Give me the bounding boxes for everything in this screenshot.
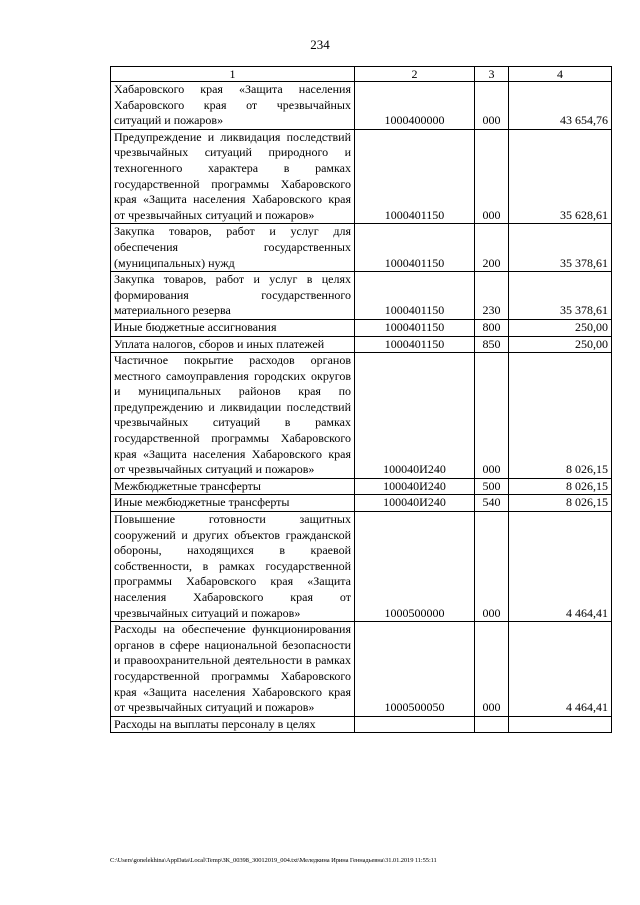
table-row bbox=[111, 224, 612, 272]
row-code bbox=[355, 716, 475, 733]
row-amount: 250,00 bbox=[509, 336, 612, 353]
row-type: 230 bbox=[475, 272, 509, 320]
row-code: 1000500050 bbox=[355, 622, 475, 717]
row-type: 000 bbox=[475, 129, 509, 224]
header-row bbox=[111, 67, 612, 82]
row-code: 100040И240 bbox=[355, 495, 475, 512]
row-amount: 35 628,61 bbox=[509, 129, 612, 224]
row-amount: 35 378,61 bbox=[509, 272, 612, 320]
row-type: 000 bbox=[475, 353, 509, 479]
table-row bbox=[111, 319, 612, 336]
row-name: Закупка товаров, работ и услуг в целях формирования государственного материального резерва bbox=[111, 272, 355, 320]
row-code: 1000401150 bbox=[355, 336, 475, 353]
table-row bbox=[111, 129, 612, 224]
row-type: 200 bbox=[475, 224, 509, 272]
row-type: 850 bbox=[475, 336, 509, 353]
row-type: 500 bbox=[475, 478, 509, 495]
row-amount: 8 026,15 bbox=[509, 353, 612, 479]
row-name: Предупреждение и ликвидация последствий чрезвычайных ситуаций природного и техногенного характера в рамках государственной программы Хабаровского края «Защита населения Хабаровского края от чрезвычайных ситуаций и пожаров» bbox=[111, 129, 355, 224]
column-header-1: 1 bbox=[111, 67, 355, 82]
row-amount: 8 026,15 bbox=[509, 478, 612, 495]
row-type: 540 bbox=[475, 495, 509, 512]
row-amount: 43 654,76 bbox=[509, 82, 612, 130]
row-name: Повышение готовности защитных сооружений и других объектов гражданской обороны, находящихся в краевой собственности, в рамках государственной программы Хабаровского края «Защита населения Хабаровского края от чрезвычайных ситуаций и пожаров» bbox=[111, 512, 355, 622]
column-header-4: 4 bbox=[509, 67, 612, 82]
row-type: 000 bbox=[475, 622, 509, 717]
table-header bbox=[111, 67, 612, 82]
table-row bbox=[111, 512, 612, 622]
row-amount bbox=[509, 716, 612, 733]
row-amount: 250,00 bbox=[509, 319, 612, 336]
file-path-footer: C:\Users\gonelekhina\AppData\Local\Temp\ЗК_00398_30012019_004.txt\Меледкина Ирина Геннадьевна\31.01.2019 11:55:11 bbox=[110, 857, 437, 864]
table-row bbox=[111, 82, 612, 130]
column-header-2: 2 bbox=[355, 67, 475, 82]
row-type bbox=[475, 716, 509, 733]
table-row bbox=[111, 336, 612, 353]
budget-table bbox=[110, 66, 612, 733]
row-type: 000 bbox=[475, 82, 509, 130]
row-name: Иные межбюджетные трансферты bbox=[111, 495, 355, 512]
row-type: 800 bbox=[475, 319, 509, 336]
row-type: 000 bbox=[475, 512, 509, 622]
row-name: Закупка товаров, работ и услуг для обеспечения государственных (муниципальных) нужд bbox=[111, 224, 355, 272]
table-row bbox=[111, 272, 612, 320]
row-code: 1000401150 bbox=[355, 319, 475, 336]
table-row bbox=[111, 716, 612, 733]
row-amount: 4 464,41 bbox=[509, 622, 612, 717]
row-name: Расходы на выплаты персоналу в целях bbox=[111, 716, 355, 733]
table-row bbox=[111, 495, 612, 512]
row-name: Межбюджетные трансферты bbox=[111, 478, 355, 495]
row-code: 1000401150 bbox=[355, 272, 475, 320]
table-row bbox=[111, 353, 612, 479]
table-body bbox=[111, 82, 612, 733]
row-name: Частичное покрытие расходов органов местного самоуправления городских округов и муниципальных районов края по предупреждению и ликвидации последствий чрезвычайных ситуаций в рамках государственной программы Хабаровского края «Защита населения Хабаровского края от чрезвычайных ситуаций и пожаров» bbox=[111, 353, 355, 479]
row-name: Уплата налогов, сборов и иных платежей bbox=[111, 336, 355, 353]
row-name: Расходы на обеспечение функционирования органов в сфере национальной безопасности и правоохранительной деятельности в рамках государственной программы Хабаровского края «Защита населения Хабаровского края от чрезвычайных ситуаций и пожаров» bbox=[111, 622, 355, 717]
row-amount: 35 378,61 bbox=[509, 224, 612, 272]
row-code: 1000401150 bbox=[355, 129, 475, 224]
table-row bbox=[111, 622, 612, 717]
page-number: 234 bbox=[310, 37, 330, 52]
row-code: 1000500000 bbox=[355, 512, 475, 622]
row-code: 1000401150 bbox=[355, 224, 475, 272]
row-name: Хабаровского края «Защита населения Хабаровского края от чрезвычайных ситуаций и пожаров» bbox=[111, 82, 355, 130]
row-code: 1000400000 bbox=[355, 82, 475, 130]
row-code: 100040И240 bbox=[355, 478, 475, 495]
row-code: 100040И240 bbox=[355, 353, 475, 479]
table-row bbox=[111, 478, 612, 495]
row-amount: 4 464,41 bbox=[509, 512, 612, 622]
column-header-3: 3 bbox=[475, 67, 509, 82]
row-name: Иные бюджетные ассигнования bbox=[111, 319, 355, 336]
row-amount: 8 026,15 bbox=[509, 495, 612, 512]
